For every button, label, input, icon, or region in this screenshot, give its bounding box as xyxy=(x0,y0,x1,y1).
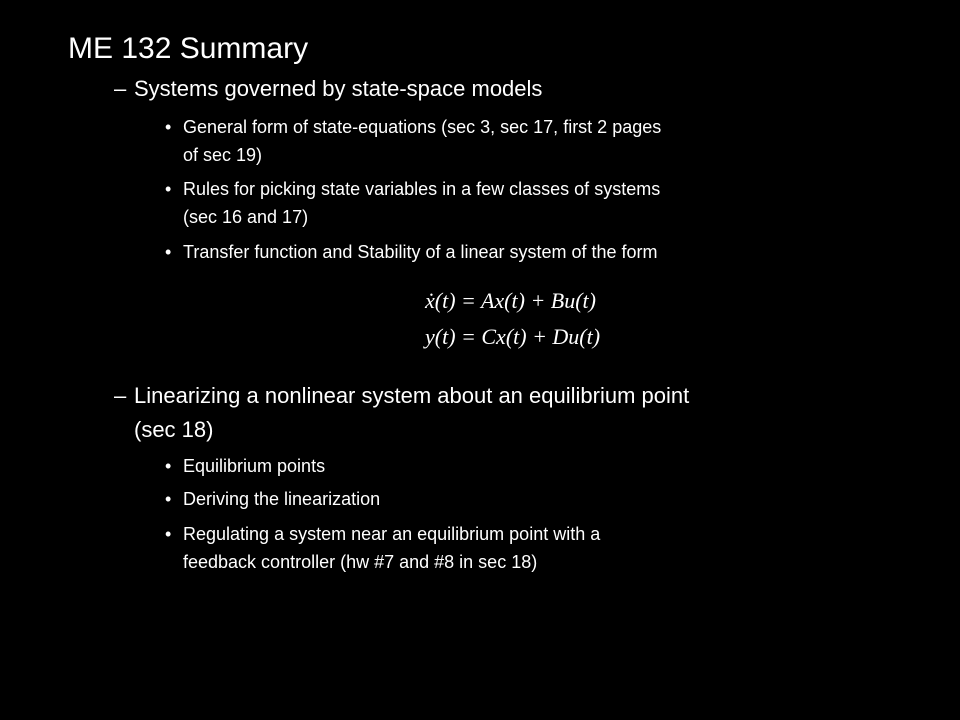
list-item xyxy=(165,113,662,169)
list-item xyxy=(165,485,381,513)
list-item-line: Equilibrium points xyxy=(183,456,326,476)
list-item xyxy=(165,238,658,266)
list-item xyxy=(165,452,326,480)
list-item-line: Transfer function and Stability of a linear system of the form xyxy=(183,242,658,262)
bullet-marker: • xyxy=(165,117,172,137)
equation-state: ẋ(t) = Ax(t) + Bu(t) xyxy=(425,288,596,313)
bullet-marker: • xyxy=(165,179,172,199)
list-item-line: (sec 16 and 17) xyxy=(183,207,309,227)
list-item-line: Deriving the linearization xyxy=(183,489,381,509)
section-heading-line: Linearizing a nonlinear system about an equilibrium point xyxy=(134,383,690,408)
list-item-line: General form of state-equations (sec 3, sec 17, first 2 pages xyxy=(183,117,662,137)
list-item-line: feedback controller (hw #7 and #8 in sec 18) xyxy=(183,552,538,572)
list-item-line: of sec 19) xyxy=(183,145,263,165)
list-item-line: Rules for picking state variables in a few classes of systems xyxy=(183,179,661,199)
equation-output: y(t) = Cx(t) + Du(t) xyxy=(425,324,601,349)
bullet-marker: • xyxy=(165,524,172,544)
bullet-marker: • xyxy=(165,242,172,262)
section-heading-linearizing xyxy=(114,379,690,447)
dash-marker: – xyxy=(114,383,127,408)
section-heading-state-space xyxy=(114,72,543,106)
bullet-marker: • xyxy=(165,489,172,509)
dash-marker: – xyxy=(114,76,127,101)
list-item-line: Regulating a system near an equilibrium point with a xyxy=(183,524,601,544)
list-item xyxy=(165,175,661,231)
list-item xyxy=(165,520,601,576)
bullet-marker: • xyxy=(165,456,172,476)
section-heading-line: (sec 18) xyxy=(134,417,214,442)
section-heading-line: Systems governed by state-space models xyxy=(134,76,543,101)
slide-title: ME 132 Summary xyxy=(68,32,309,65)
